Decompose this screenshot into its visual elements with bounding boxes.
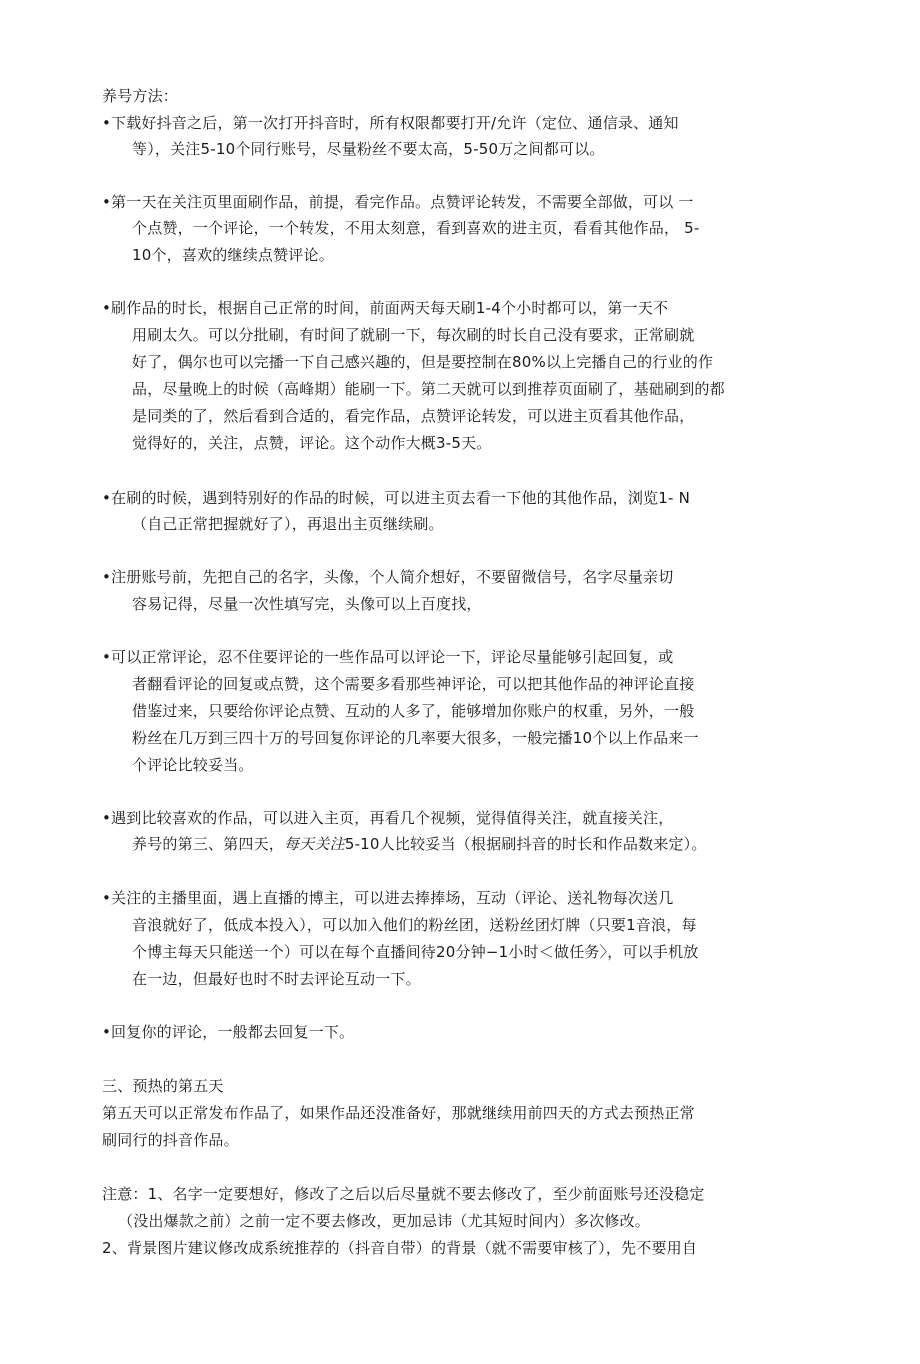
bullet-8-line-2: 音浪就好了，低成本投入），可以加入他们的粉丝团，送粉丝团灯牌（只要1音浪，每 xyxy=(132,916,697,934)
bullet-2-line-1: •第一天在关注页里面刷作品，前提，看完作品。点赞评论转发，不需要全部做，可以 一 xyxy=(102,193,694,211)
bullet-9-line-1: •回复你的评论，一般都去回复一下。 xyxy=(102,1023,355,1041)
bullet-4-line-1: •在刷的时候，遇到特别好的作品的时候，可以进主页去看一下他的其他作品，浏览1- N xyxy=(102,489,690,507)
bullet-7-line-2-b: 5-10人比较妥当（根据刷抖音的时长和作品数来定）。 xyxy=(344,835,707,853)
bullet-3-line-1: •刷作品的时长，根据自己正常的时间，前面两天每天刷1-4个小时都可以，第一天不 xyxy=(102,299,669,317)
bullet-5-line-2: 容易记得，尽量一次性填写完，头像可以上百度找， xyxy=(132,595,482,613)
bullet-8-line-3: 个博主每天只能送一个）可以在每个直播间待20分钟−1小时＜做任务〉，可以手机放 xyxy=(132,943,699,961)
doc-title: 养号方法： xyxy=(102,87,179,105)
bullet-7-line-2-a: 养号的第三、第四天， xyxy=(132,835,285,853)
bullet-3-line-2: 用刷太久。可以分批刷，有时间了就刷一下，每次刷的时长自己没有要求，正常刷就 xyxy=(132,326,695,344)
bullet-6-line-3: 借鉴过来，只要给你评论点赞、互动的人多了，能够增加你账户的权重，另外，一般 xyxy=(132,702,695,720)
bullet-3-line-4: 品，尽量晚上的时候（高峰期）能刷一下。第二天就可以到推荐页面刷了，基础刷到的都 xyxy=(132,380,725,398)
bullet-1-line-2: 等），关注5-10个同行账号，尽量粉丝不要太高，5-50万之间都可以。 xyxy=(132,140,605,158)
bullet-6-line-4: 粉丝在几万到三四十万的号回复你评论的几率要大很多，一般完播10个以上作品来一 xyxy=(132,729,699,747)
bullet-2-line-2: 个点赞，一个评论，一个转发，不用太刻意，看到喜欢的进主页，看看其他作品， 5- xyxy=(132,219,700,237)
bullet-3-line-5: 是同类的了，然后看到合适的，看完作品，点赞评论转发，可以进主页看其他作品， xyxy=(132,407,695,425)
bullet-6-line-1: •可以正常评论，忍不住要评论的一些作品可以评论一下，评论尽量能够引起回复，或 xyxy=(102,648,674,666)
bullet-3-line-3: 好了，偶尔也可以完播一下自己感兴趣的，但是要控制在80%以上完播自己的行业的作 xyxy=(132,353,714,371)
bullet-7-line-1: •遇到比较喜欢的作品，可以进入主页，再看几个视频，觉得值得关注，就直接关注， xyxy=(102,809,674,827)
notes-line-2: （没出爆款之前）之前一定不要去修改，更加忌讳（尤其短时间内）多次修改。 xyxy=(118,1212,651,1230)
bullet-4-line-2: （自己正常把握就好了），再退出主页继续刷。 xyxy=(132,515,444,533)
bullet-7-line-2 xyxy=(132,834,707,854)
bullet-7-line-2-italic: 每天关注 xyxy=(284,835,345,853)
section-3-heading: 三、预热的第五天 xyxy=(102,1077,224,1095)
section-3-line-1: 第五天可以正常发布作品了，如果作品还没准备好，那就继续用前四天的方式去预热正常 xyxy=(102,1104,695,1122)
bullet-1-line-1: •下载好抖音之后，第一次打开抖音时，所有权限都要打开/允许（定位、通信录、通知 xyxy=(102,114,679,132)
bullet-5-line-1: •注册账号前，先把自己的名字，头像，个人简介想好，不要留微信号，名字尽量亲切 xyxy=(102,568,674,586)
section-3-line-2: 刷同行的抖音作品。 xyxy=(102,1131,239,1149)
notes-line-3: 2、背景图片建议修改成系统推荐的（抖音自带）的背景（就不需要审核了），先不要用自 xyxy=(102,1239,698,1257)
bullet-2-line-3: 10个，喜欢的继续点赞评论。 xyxy=(132,246,334,264)
bullet-3-line-6: 觉得好的，关注，点赞，评论。这个动作大概3-5天。 xyxy=(132,434,492,452)
bullet-8-line-1: •关注的主播里面，遇上直播的博主，可以进去捧捧场，互动（评论、送礼物每次送几 xyxy=(102,889,674,907)
notes-line-1: 注意：1、名字一定要想好，修改了之后以后尽量就不要去修改了，至少前面账号还没稳定 xyxy=(102,1185,705,1203)
bullet-8-line-4: 在一边，但最好也时不时去评论互动一下。 xyxy=(132,970,421,988)
bullet-6-line-5: 个评论比较妥当。 xyxy=(132,756,254,774)
bullet-6-line-2: 者翻看评论的回复或点赞，这个需要多看那些神评论，可以把其他作品的神评论直接 xyxy=(132,675,695,693)
